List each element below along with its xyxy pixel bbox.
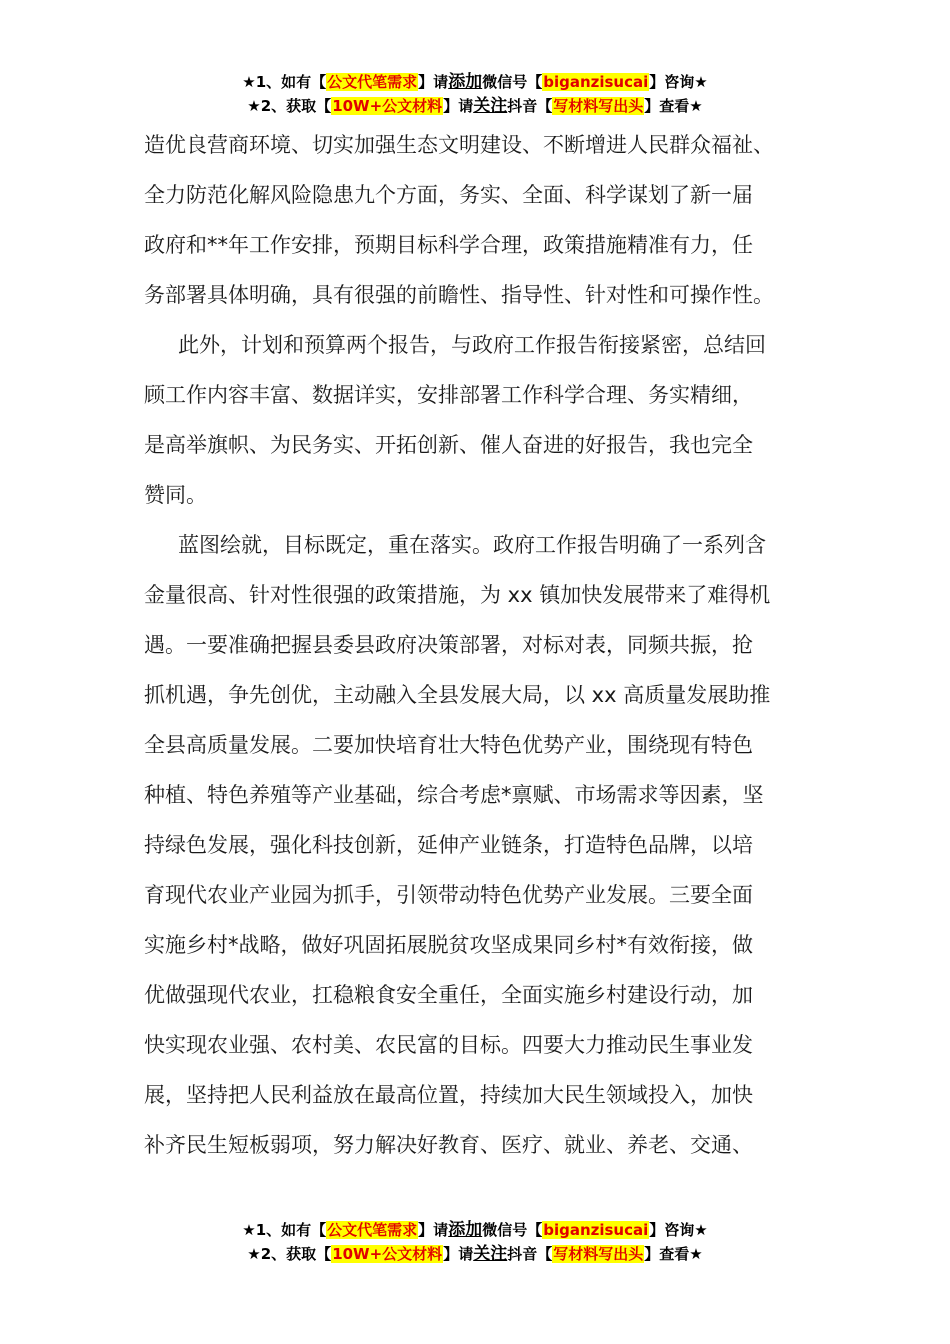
banner-text: 抖音【 <box>507 1245 553 1263</box>
highlight-wechat-id: biganzisucai <box>543 73 649 91</box>
text-line: 全力防范化解风险隐患九个方面，务实、全面、科学谋划了新一届 <box>144 183 753 207</box>
text-line: 务部署具体明确，具有很强的前瞻性、指导性、针对性和可操作性。 <box>144 283 774 307</box>
banner-text: 】请 <box>418 1221 449 1239</box>
banner-text: ★1、如有【 <box>242 73 327 91</box>
banner-text: 】请 <box>443 97 474 115</box>
text-line: 造优良营商环境、切实加强生态文明建设、不断增进人民群众福祉、 <box>144 133 774 157</box>
banner-text: ★2、获取【 <box>247 1245 332 1263</box>
text-line: 此外，计划和预算两个报告，与政府工作报告衔接紧密，总结回 <box>178 333 766 357</box>
text-line: 育现代农业产业园为抓手，引领带动特色优势产业发展。三要全面 <box>144 883 753 907</box>
banner-text: 微信号【 <box>482 73 543 91</box>
banner-line-2 <box>0 94 950 118</box>
document-body <box>144 120 809 1170</box>
text-line: 实施乡村*战略，做好巩固拓展脱贫攻坚成果同乡村*有效衔接，做 <box>144 933 753 957</box>
highlight-douyin: 写材料写出头 <box>553 97 644 115</box>
banner-emphasis: 关注 <box>473 96 508 116</box>
banner-line-1 <box>0 70 950 94</box>
banner-text: 微信号【 <box>482 1221 543 1239</box>
banner-text: 】咨询★ <box>649 73 708 91</box>
banner-emphasis: 关注 <box>473 1244 508 1264</box>
banner-emphasis: 添加 <box>448 1220 483 1240</box>
text-line: 优做强现代农业，扛稳粮食安全重任，全面实施乡村建设行动，加 <box>144 983 753 1007</box>
text-line: 持绿色发展，强化科技创新，延伸产业链条，打造特色品牌，以培 <box>144 833 753 857</box>
highlight-douyin: 写材料写出头 <box>553 1245 644 1263</box>
text-line: 补齐民生短板弱项，努力解决好教育、医疗、就业、养老、交通、 <box>144 1133 753 1157</box>
banner-text: 】请 <box>418 73 449 91</box>
text-line: 遇。一要准确把握县委县政府决策部署，对标对表，同频共振，抢 <box>144 633 753 657</box>
text-line: 全县高质量发展。二要加快培育壮大特色优势产业，围绕现有特色 <box>144 733 753 757</box>
banner-line-2 <box>0 1242 950 1266</box>
banner-text: 抖音【 <box>507 97 553 115</box>
highlight-service: 公文代笔需求 <box>327 73 418 91</box>
header-banner <box>0 70 950 118</box>
banner-emphasis: 添加 <box>448 72 483 92</box>
text-line: 金量很高、针对性很强的政策措施，为 xx 镇加快发展带来了难得机 <box>144 583 771 607</box>
text-line: 展，坚持把人民利益放在最高位置，持续加大民生领域投入，加快 <box>144 1083 753 1107</box>
banner-text: ★2、获取【 <box>247 97 332 115</box>
text-line: 是高举旗帜、为民务实、开拓创新、催人奋进的好报告，我也完全 <box>144 433 753 457</box>
banner-line-1 <box>0 1218 950 1242</box>
banner-text: ★1、如有【 <box>242 1221 327 1239</box>
paragraph <box>144 520 809 1170</box>
highlight-materials: 10W+公文材料 <box>332 1245 443 1263</box>
text-line: 赞同。 <box>144 483 207 507</box>
highlight-service: 公文代笔需求 <box>327 1221 418 1239</box>
footer-banner <box>0 1218 950 1266</box>
paragraph <box>144 320 809 520</box>
paragraph <box>144 120 809 320</box>
banner-text: 】查看★ <box>644 1245 703 1263</box>
banner-text: 】咨询★ <box>649 1221 708 1239</box>
text-line: 蓝图绘就，目标既定，重在落实。政府工作报告明确了一系列含 <box>178 533 766 557</box>
highlight-wechat-id: biganzisucai <box>543 1221 649 1239</box>
banner-text: 】请 <box>443 1245 474 1263</box>
text-line: 顾工作内容丰富、数据详实，安排部署工作科学合理、务实精细， <box>144 383 753 407</box>
text-line: 种植、特色养殖等产业基础，综合考虑*禀赋、市场需求等因素，坚 <box>144 783 764 807</box>
highlight-materials: 10W+公文材料 <box>332 97 443 115</box>
text-line: 政府和**年工作安排，预期目标科学合理，政策措施精准有力，任 <box>144 233 753 257</box>
text-line: 抓机遇，争先创优，主动融入全县发展大局，以 xx 高质量发展助推 <box>144 683 771 707</box>
banner-text: 】查看★ <box>644 97 703 115</box>
text-line: 快实现农业强、农村美、农民富的目标。四要大力推动民生事业发 <box>144 1033 753 1057</box>
